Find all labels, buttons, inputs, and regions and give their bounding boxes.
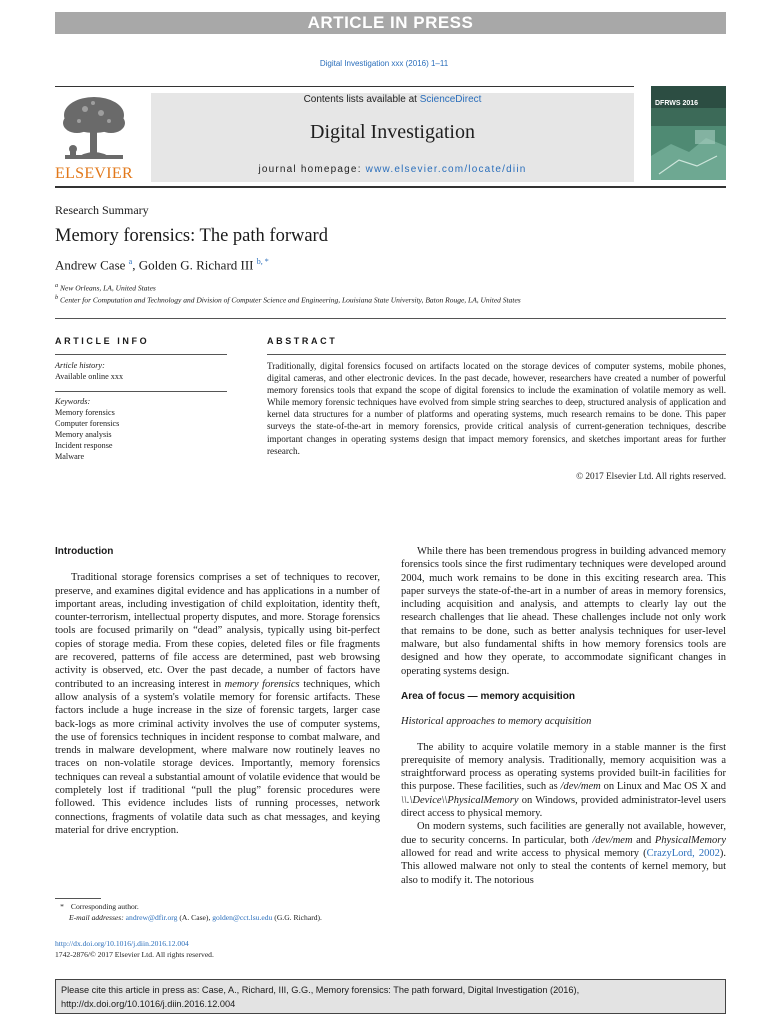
author-affiliation-marker[interactable]: b, * [256,257,269,266]
journal-reference-link[interactable]: Digital Investigation xxx (2016) 1–11 [319,59,449,68]
affiliation-text: New Orleans, LA, United States [60,283,156,293]
article-type: Research Summary [55,203,149,217]
tree-icon [55,93,133,167]
keywords-block [55,396,227,462]
doi-link[interactable]: http://dx.doi.org/10.1016/j.diin.2016.12.004 [55,939,189,948]
keyword-item: Memory analysis [55,430,112,439]
keywords-rule [55,391,227,392]
journal-masthead [151,93,634,182]
keywords-label: Keywords: [55,397,91,406]
article-info-heading: ARTICLE INFO [55,336,150,346]
email-link[interactable]: andrew@dfir.org [125,913,178,922]
abstract-text: Traditionally, digital forensics focused on artifacts located on the storage devices of computer systems, mobile phones, digital cameras, and other electronic devices. In the past decade, however, researchers have created a number of powerful memory forensics tools that expand the scope of digital forensics to include the examination of volatile memory as well. While memory forensic techniques have evolved from simple string searches to deep, structured analysis of application and kernel data structures for a number of platforms and operating systems, much research remains to be done. This paper surveys the state-of-the-art in memory forensics, provide critical analysis of current-generation techniques, describe important changes in operating systems design that impact memory forensics, and sketches important areas for further research. [267,361,726,456]
abstract-heading: ABSTRACT [267,336,338,346]
corresponding-author-note: * Corresponding author. [55,901,385,912]
footnote-mark: * [60,902,64,911]
introduction-heading: Introduction [55,546,114,557]
journal-cover-thumbnail[interactable] [651,86,726,180]
section-heading-acquisition: Area of focus — memory acquisition [401,690,575,702]
history-label: Article history: [55,361,105,370]
body-paragraph: While there has been tremendous progress in building advanced memory forensics tools since the first rudimentary techniques were developed around 2004, much work remains to be done in this exciting research area. This paper surveys the state-of-the-art in a number of areas in memory forensics, including acquisition and analysis, and attempts to clearly lay out the research challenges that lie ahead. These challenges include not only work that remains to be done, such as better analysis techniques for user-level malware, but also fundamental shifts in how memory forensics tools are designed and how they operate, to accommodate significant changes in operating systems design. [401,546,726,677]
keyword-item: Incident response [55,441,113,450]
author-list [55,257,269,273]
section-rule [55,318,726,319]
author-separator: , [132,257,139,273]
body-paragraph: On modern systems, such facilities are generally not available, however, due to security concerns. In particular, both /dev/mem and PhysicalMemory allowed for read and write access to physical memory (CrazyLord, 2002). This allowed malware not only to steal the contents of kernel memory, but also to modify it. The notorious [401,821,727,886]
article-title: Memory forensics: The path forward [55,226,328,246]
issn-copyright: 1742-2876/© 2017 Elsevier Ltd. All rights reserved. [55,950,214,959]
affiliation-a [55,282,156,293]
homepage-link[interactable]: www.elsevier.com/locate/diin [365,164,527,175]
citation-box: Please cite this article in press as: Case, A., Richard, III, G.G., Memory forensics: The path forward, Digital Investigation (2016), http://dx.doi.org/10.1016/j.diin.2016.12.004 [55,979,726,1014]
doi-block [55,938,214,960]
elsevier-logo [55,93,133,183]
email-addresses-note: E-mail addresses: andrew@dfir.org (A. Case), golden@cct.lsu.edu (G.G. Richard). [69,913,322,922]
affiliation-text: Center for Computation and Technology and Division of Computer Science and Engineering, Louisiana State University, Baton Rouge, LA, United States [60,295,521,305]
keyword-item: Malware [55,452,85,461]
contents-prefix: Contents lists available at [303,94,420,105]
citation-link[interactable]: CrazyLord, 2002 [646,847,720,859]
body-paragraph: The ability to acquire volatile memory in a stable manner is the first prerequisite of memory analysis. Traditionally, memory acquisition was a straightforward process as operating systems provided built-in facilities for this purpose. These facilities, such as /dev/mem on Linux and Mac OS X and \\.\Device\\PhysicalMemory on Windows, provided administrator-level users direct access to physical memory. [401,741,726,820]
header-top-rule [55,86,634,87]
keyword-item: Computer forensics [55,419,120,428]
affiliation-b [55,294,521,305]
article-in-press-banner: ARTICLE IN PRESS [55,12,726,34]
footnote-rule [55,898,101,899]
cover-art-image [651,86,726,180]
journal-title: Digital Investigation [310,121,475,143]
abstract-copyright: © 2017 Elsevier Ltd. All rights reserved. [576,471,726,481]
author-affiliation-marker[interactable]: a [128,257,133,266]
contents-available-line [151,94,634,105]
cover-title: DFRWS 2016 [655,100,699,107]
abstract-rule [267,354,726,355]
journal-homepage-line [151,164,634,175]
keyword-item: Memory forensics [55,408,115,417]
sciencedirect-link[interactable]: ScienceDirect [419,94,482,105]
homepage-prefix: journal homepage: [258,164,366,175]
subsection-heading-historical: Historical approaches to memory acquisition [401,716,592,728]
body-column-left [55,545,380,837]
header-bottom-rule [55,186,726,188]
history-value: Available online xxx [55,372,124,381]
email-link[interactable]: golden@cct.lsu.edu [212,913,273,922]
author-name: Golden G. Richard III [138,257,254,273]
email-label: E-mail addresses: [69,913,126,922]
body-column-right [401,545,726,887]
affiliation-mark: b [55,294,59,301]
author-name: Andrew Case [55,257,126,273]
article-info-rule [55,354,227,355]
introduction-paragraph: Traditional storage forensics comprises a set of techniques to recover, preserve, and examines digital evidence and has applications in a number of important areas, including investigation of child exploitation, identity theft, counter-terrorism, intellectual property disputes, and more. Storage forensics tools are focused primarily on “dead” analysis, typically using bit-perfect copies of storage media. From these copies, deleted files or file fragments are recovered, patterns of file access are determined, past web browsing activity is observed, etc. Over the past decade, a number of factors have contributed to an increasing interest in memory forensics techniques, which allow analysis of a system's volatile memory for forensic artifacts. These factors include a huge increase in the size of forensic targets, larger case back-logs as more criminal activity involves the use of computer systems, the use of forensics techniques in incident response to combat malware, and trends in malware development, where malware now routinely leaves no traces on non-volatile storage devices. Importantly, memory forensics techniques can reveal a substantial amount of volatile evidence that would be completely lost if traditional “pull the plug” forensic procedures were followed. This evidence includes lists of running processes, network connections, fragments of volatile data such as chat messages, and keying material for drive encryption. [55,572,380,836]
article-history [55,360,227,382]
affiliation-mark: a [55,282,59,289]
elsevier-wordmark: ELSEVIER [55,165,133,182]
